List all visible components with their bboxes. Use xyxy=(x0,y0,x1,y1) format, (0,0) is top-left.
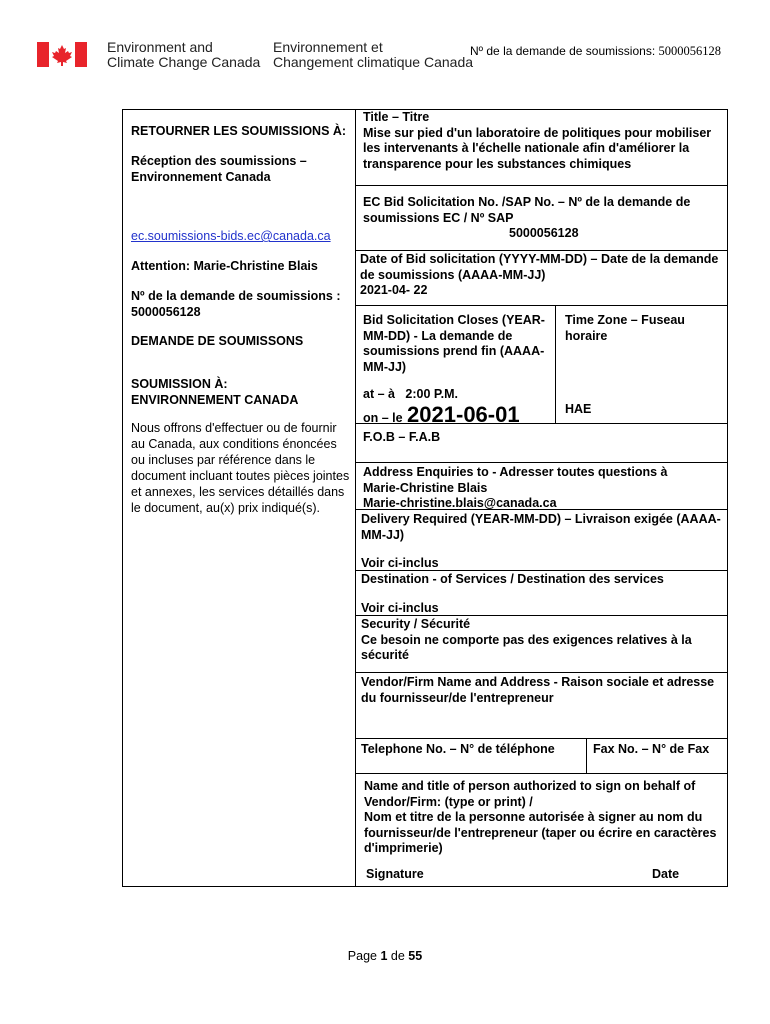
date-line1: Date of Bid solicitation (YYYY-MM-DD) – Date de la demande xyxy=(360,252,719,266)
offer-line: le document, au(x) prix indiqué(s). xyxy=(131,501,320,515)
enquiries-email: Marie-christine.blais@canada.ca xyxy=(363,496,557,510)
column-divider xyxy=(355,109,356,887)
vendor-line2: du fournisseur/de l'entrepreneur xyxy=(361,690,554,705)
offer-line: Nous offrons d'effectuer ou de fournir xyxy=(131,421,337,435)
security-label: Security / Sécurité xyxy=(361,617,471,631)
destination-label: Destination - of Services / Destination des services xyxy=(361,572,664,586)
fob-label: F.O.B – F.A.B xyxy=(363,430,441,444)
of-word: de xyxy=(387,949,409,963)
at-label: at – à xyxy=(363,387,395,401)
closes-line: soumissions prend fin (AAAA- xyxy=(363,344,545,358)
enquiries-line1: Address Enquiries to - Adresser toutes questions à xyxy=(363,465,668,479)
date-line2: de soumissions (AAAA-MM-JJ) xyxy=(360,267,546,282)
delivery-value: Voir ci-inclus xyxy=(361,556,439,570)
dept-fr-line2: Changement climatique Canada xyxy=(273,54,474,70)
page-current: 1 xyxy=(380,949,388,963)
title-line: Mise sur pied d'un laboratoire de politiques pour mobiliser xyxy=(363,125,712,140)
page-number xyxy=(0,949,770,963)
dept-name-fr xyxy=(273,40,473,70)
rule xyxy=(355,250,728,251)
on-date: 2021-06-01 xyxy=(407,402,520,427)
signature-label: Signature xyxy=(366,867,424,881)
at-time: 2:00 P.M. xyxy=(405,387,458,401)
timezone-value: HAE xyxy=(565,402,592,416)
on-label: on – le xyxy=(363,411,403,425)
delivery-block xyxy=(361,512,721,543)
dept-en-line1: Environment and xyxy=(107,39,213,55)
timezone-block xyxy=(565,313,685,344)
dept-en-line2: Climate Change Canada xyxy=(107,54,261,70)
rule xyxy=(355,738,728,739)
timezone-line: Time Zone – Fuseau xyxy=(565,313,685,327)
auth-line: Nom et titre de la personne autorisée à signer au nom du xyxy=(364,810,703,824)
delivery-line2: MM-JJ) xyxy=(361,527,405,542)
date-block xyxy=(360,252,718,299)
page-word: Page xyxy=(347,949,381,963)
sap-block xyxy=(363,195,723,242)
rule xyxy=(355,305,728,306)
date-label: Date xyxy=(652,867,680,881)
request-number-label: Nº de la demande de soumissions : xyxy=(131,289,341,303)
offer-line: ou incluses par référence dans le xyxy=(131,453,316,467)
sap-line2: soumissions EC / Nº SAP xyxy=(363,210,514,225)
security-line1: Ce besoin ne comporte pas des exigences relatives à la xyxy=(361,632,692,647)
title-line: les intervenants à l'échelle nationale afin d'améliorer la xyxy=(363,141,690,155)
auth-line: Name and title of person authorized to sign on behalf of xyxy=(364,779,696,793)
security-block xyxy=(361,617,692,664)
closing-date xyxy=(363,402,520,428)
rule xyxy=(355,672,728,673)
reception-line1: Réception des soumissions – xyxy=(131,154,307,168)
date-value: 2021-04- 22 xyxy=(360,283,428,297)
reception-line2: Environnement Canada xyxy=(131,169,271,184)
closes-divider xyxy=(555,305,556,423)
request-number-value: 5000056128 xyxy=(131,304,201,319)
closing-time xyxy=(363,387,458,403)
tel-fax-divider xyxy=(586,738,587,773)
offer-line: au Canada, aux conditions énoncées xyxy=(131,437,337,451)
rule xyxy=(355,773,728,774)
page-total: 55 xyxy=(408,949,423,963)
auth-line: fournisseur/de l'entrepreneur (taper ou écrire en caractères xyxy=(364,825,717,840)
closes-block xyxy=(363,313,545,375)
demande-heading: DEMANDE DE SOUMISSONS xyxy=(131,334,304,348)
soumission-line1: SOUMISSION À: xyxy=(131,377,228,391)
attention-line: Attention: Marie-Christine Blais xyxy=(131,259,318,273)
solicitation-reference xyxy=(470,44,721,59)
rule xyxy=(355,462,728,463)
security-line2: sécurité xyxy=(361,648,409,662)
enquiries-name: Marie-Christine Blais xyxy=(363,480,488,495)
closes-line: MM-JJ) xyxy=(363,359,407,374)
bids-email-link[interactable]: ec.soumissions-bids.ec@canada.ca xyxy=(131,229,331,243)
dept-name-en xyxy=(107,40,260,70)
telephone-label: Telephone No. – N° de téléphone xyxy=(361,742,555,756)
enquiries-block xyxy=(363,465,667,512)
rule xyxy=(355,185,728,186)
return-to-heading: RETOURNER LES SOUMISSIONS À: xyxy=(131,124,347,138)
canada-flag-icon xyxy=(37,42,87,67)
soumission-line2: ENVIRONNEMENT CANADA xyxy=(131,392,299,407)
vendor-line1: Vendor/Firm Name and Address - Raison sociale et adresse xyxy=(361,675,715,689)
vendor-block xyxy=(361,675,714,706)
solicitation-number: 5000056128 xyxy=(658,44,721,58)
timezone-line: horaire xyxy=(565,328,608,343)
dept-fr-line1: Environnement et xyxy=(273,39,383,55)
fax-label: Fax No. – N° de Fax xyxy=(593,742,710,756)
request-number-block xyxy=(131,289,340,320)
authorized-person-block xyxy=(364,779,716,857)
closes-line: Bid Solicitation Closes (YEAR- xyxy=(363,313,545,327)
destination-value: Voir ci-inclus xyxy=(361,601,439,615)
title-block xyxy=(363,110,711,172)
sap-value: 5000056128 xyxy=(509,226,579,240)
reception-block xyxy=(131,154,307,185)
sap-line1: EC Bid Solicitation No. /SAP No. – Nº de la demande de xyxy=(363,195,691,209)
offer-line: document incluant toutes pièces jointes xyxy=(131,469,350,483)
offer-paragraph xyxy=(131,420,349,516)
title-label: Title – Titre xyxy=(363,110,430,124)
offer-line: et annexes, les services détaillés dans xyxy=(131,485,345,499)
delivery-line1: Delivery Required (YEAR-MM-DD) – Livraison exigée (AAAA- xyxy=(361,512,721,526)
auth-line: d'imprimerie) xyxy=(364,841,443,855)
soumission-block xyxy=(131,377,298,408)
closes-line: MM-DD) - La demande de xyxy=(363,328,513,343)
title-line: transparence pour les substances chimiques xyxy=(363,156,632,171)
solicitation-label: Nº de la demande de soumissions: xyxy=(470,44,659,58)
auth-line: Vendor/Firm: (type or print) / xyxy=(364,794,533,809)
